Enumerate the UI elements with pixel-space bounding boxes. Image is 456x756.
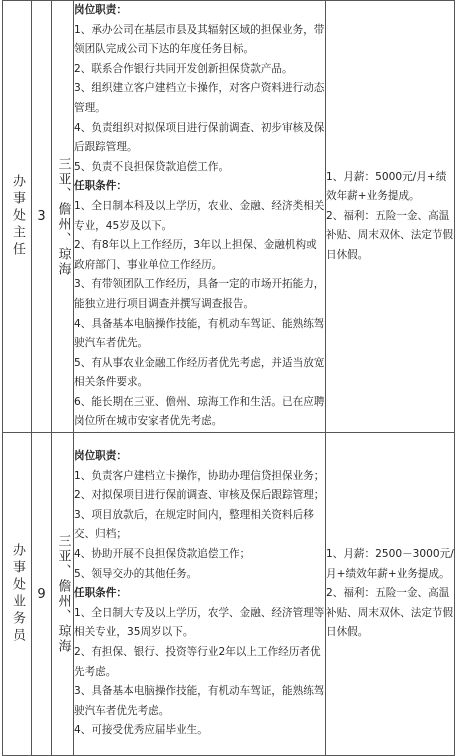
requirement-item: 4、可接受优秀应届毕业生。 xyxy=(74,724,208,737)
duties-heading: 岗位职责： xyxy=(74,450,127,463)
salary-cell xyxy=(326,1,455,433)
table-row xyxy=(3,1,455,433)
requirement-item: 2、有8年以上工作经历，3年以上担保、金融机构或政府部门、事业单位工作经历。 xyxy=(74,239,317,271)
location-cell xyxy=(52,1,74,433)
duty-item: 3、项目放款后，在规定时间内，整理相关资料后移交、归档； xyxy=(74,508,314,541)
job-title-cell xyxy=(3,1,32,433)
salary-cell xyxy=(326,433,455,756)
job-table xyxy=(2,0,455,756)
requirement-item: 6、能长期在三亚、儋州、琼海工作和生活。已在应聘岗位所在城市安家者优先考虑。 xyxy=(74,395,325,428)
description-cell xyxy=(74,1,326,433)
requirement-item: 3、具备基本电脑操作技能，有机动车驾证，能熟练驾驶汽车者优先考虑。 xyxy=(74,685,325,717)
duty-item: 1、承办公司在基层市县及其辐射区域的担保业务，带领团队完成公司下达的年度任务目标。 xyxy=(74,23,325,56)
duty-item: 5、领导交办的其他任务。 xyxy=(74,567,198,580)
requirements-heading: 任职条件： xyxy=(74,587,127,600)
headcount: 3 xyxy=(37,209,46,225)
duties-heading: 岗位职责： xyxy=(74,4,127,16)
headcount-cell xyxy=(32,1,52,433)
location-cell xyxy=(52,433,74,756)
job-title: 办事处主任 xyxy=(10,174,25,260)
duty-item: 4、负责组织对拟保项目进行保前调查、初步审核及保后跟踪管理。 xyxy=(74,121,325,154)
table-row xyxy=(3,433,455,756)
location: 三亚、儋州、琼海 xyxy=(55,156,71,277)
benefits-item: 2、福利：五险一金、高温补贴、周末双休、法定节假日休假。 xyxy=(326,209,454,261)
duty-item: 4、协助开展不良担保贷款追偿工作； xyxy=(74,548,251,561)
benefits-item: 2、福利：五险一金、高温补贴、周末双休、法定节假日休假。 xyxy=(326,587,454,639)
requirement-item: 2、有担保、银行、投资等行业2年以上工作经历者优先考虑。 xyxy=(74,646,321,678)
requirements-heading: 任职条件： xyxy=(74,180,127,193)
job-title: 办事处业务员 xyxy=(10,543,25,646)
duty-item: 5、负责不良担保贷款追偿工作。 xyxy=(74,160,230,173)
headcount: 9 xyxy=(37,586,46,602)
salary-item: 1、月薪：2500－3000元/月+绩效年薪+业务提成。 xyxy=(326,548,454,580)
requirement-item: 1、全日制大专及以上学历，农学、金融、经济管理等相关专业，35周岁以下。 xyxy=(74,606,325,639)
duty-item: 2、对拟保项目进行保前调查、审核及保后跟踪管理； xyxy=(74,489,325,502)
duty-item: 3、组织建立客户建档立卡操作，对客户资料进行动态管理。 xyxy=(74,82,325,114)
requirement-item: 3、有带领团队工作经历，具备一定的市场开拓能力，能独立进行项目调查并撰写调查报告。 xyxy=(74,278,325,310)
duty-item: 1、负责客户建档立卡操作，协助办理信贷担保业务； xyxy=(74,469,325,482)
duty-item: 2、联系合作银行共同开发创新担保贷款产品。 xyxy=(74,62,293,75)
requirement-item: 1、全日制本科及以上学历，农业、金融、经济类相关专业，45岁及以下。 xyxy=(74,199,325,232)
description-cell xyxy=(74,433,326,756)
requirement-item: 5、有从事农业金融工作经历者优先考虑，并适当放宽相关条件要求。 xyxy=(74,356,325,389)
salary-item: 1、月薪：5000元/月+绩效年薪+业务提成。 xyxy=(326,170,447,203)
requirement-item: 4、具备基本电脑操作技能，有机动车驾证、能熟练驾驶汽车者优先。 xyxy=(74,317,325,350)
headcount-cell xyxy=(32,433,52,756)
job-title-cell xyxy=(3,433,32,756)
location: 三亚、儋州、琼海 xyxy=(55,534,71,655)
